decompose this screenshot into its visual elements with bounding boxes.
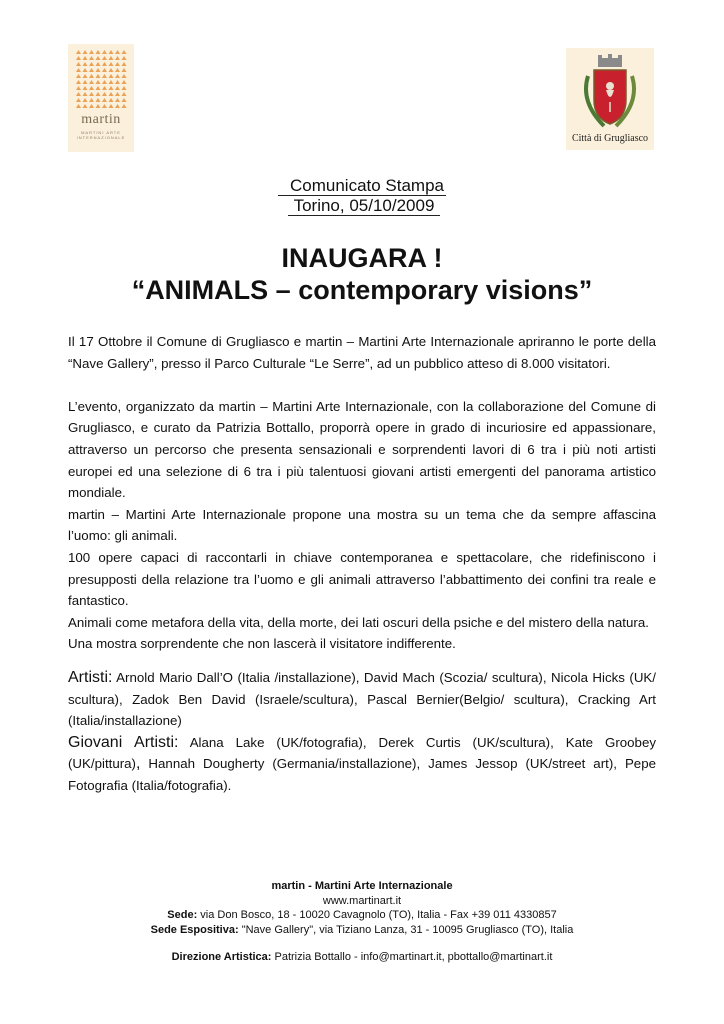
footer-sede-text: via Don Bosco, 18 - 10020 Cavagnolo (TO), Italia - Fax +39 011 4330857 xyxy=(197,909,557,921)
logo-triangle xyxy=(102,62,107,66)
logo-triangle xyxy=(76,68,81,72)
paragraph-evento: L’evento, organizzato da martin – Martini Arte Internazionale, con la collaborazione del Comune di Grugliasco, e curato da Patrizia Bottallo, proporrà opere in grado di incuriosire ed appassionare, attraverso un percorso che presenta sensazionali e sorprendenti lavori di 6 tra i più noti artisti europei ed una selezione di 6 tra i più talentuosi giovani artisti emergenti del panorama artistico mondiale. xyxy=(68,398,656,501)
logo-triangle xyxy=(115,56,120,60)
comunicato-label: Comunicato Stampa xyxy=(278,176,446,196)
paragraph-closing: Una mostra sorprendente che non lascerà il visitatore indifferente. xyxy=(68,636,456,652)
logo-triangle xyxy=(102,98,107,102)
logo-triangle xyxy=(115,98,120,102)
coat-of-arms-icon xyxy=(574,52,646,132)
footer xyxy=(0,879,724,965)
logo-triangle xyxy=(115,92,120,96)
logo-triangle xyxy=(122,92,127,96)
paragraph-giovani-artisti xyxy=(68,732,656,797)
logo-triangle xyxy=(122,56,127,60)
logo-triangle xyxy=(83,68,88,72)
logo-triangle xyxy=(96,80,101,84)
logo-triangle xyxy=(109,104,114,108)
logo-triangle xyxy=(102,74,107,78)
footer-direzione xyxy=(0,950,724,965)
logo-triangle xyxy=(96,92,101,96)
paragraph-artisti xyxy=(68,667,656,732)
body-text xyxy=(68,331,656,796)
logo-triangle xyxy=(83,50,88,54)
logo-triangle xyxy=(122,74,127,78)
press-release-header xyxy=(0,176,724,216)
title-line2: “ANIMALS – contemporary visions” xyxy=(131,275,593,305)
footer-org: martin - Martini Arte Internazionale xyxy=(271,880,453,892)
logo-triangle xyxy=(102,104,107,108)
logo-triangle xyxy=(115,68,120,72)
paragraph-metafora: Animali come metafora della vita, della morte, dei lati oscuri della psiche e del mistero della natura. xyxy=(68,614,649,630)
page-title xyxy=(0,242,724,306)
logo-triangle xyxy=(89,86,94,90)
logo-triangle xyxy=(76,80,81,84)
logo-triangle xyxy=(89,50,94,54)
footer-sede-label: Sede: xyxy=(167,909,198,921)
logo-triangle xyxy=(76,86,81,90)
logo-triangle xyxy=(76,104,81,108)
logo-triangle xyxy=(96,74,101,78)
logo-triangle xyxy=(109,80,114,84)
footer-direzione-text: Patrizia Bottallo - info@martinart.it, pbottallo@martinart.it xyxy=(271,951,553,963)
logo-triangle xyxy=(76,98,81,102)
logo-triangle xyxy=(89,80,94,84)
giovani-artisti-list-2: Hannah Dougherty (Germania/installazione), James Jessop (UK/street art), Pepe Fotografia (Italia/fotografia). xyxy=(68,756,656,793)
paragraph-tema: martin – Martini Arte Internazionale propone una mostra su un tema che da sempre affascina l’uomo: gli animali. xyxy=(68,506,656,544)
logo-triangle xyxy=(109,98,114,102)
logo-triangle xyxy=(76,62,81,66)
logo-triangle xyxy=(83,104,88,108)
logo-triangle xyxy=(83,86,88,90)
logo-triangle xyxy=(89,74,94,78)
title-line1: INAUGARA ! xyxy=(281,243,443,273)
logo-triangle xyxy=(102,68,107,72)
logo-triangle xyxy=(122,86,127,90)
logo-triangle xyxy=(109,50,114,54)
place-date: Torino, 05/10/2009 xyxy=(288,196,441,216)
logo-sub-line1: MARTINI ARTE xyxy=(81,130,121,135)
logo-triangle xyxy=(102,50,107,54)
logo-triangle xyxy=(96,56,101,60)
logo-triangle xyxy=(83,74,88,78)
logo-brand-subtitle xyxy=(68,130,134,140)
logo-triangle xyxy=(96,62,101,66)
logo-sub-line2: INTERNAZIONALE xyxy=(76,135,126,140)
paragraph-intro: Il 17 Ottobre il Comune di Grugliasco e martin – Martini Arte Internazionale apriranno le porte della “Nave Gallery”, presso il Parco Culturale “Le Serre”, ad un pubblico atteso di 8.000 visitatori. xyxy=(68,334,656,371)
city-name: Città di Grugliasco xyxy=(571,133,649,144)
logo-triangle xyxy=(109,62,114,66)
logo-triangle xyxy=(83,56,88,60)
logo-triangle xyxy=(96,50,101,54)
logo-triangle xyxy=(109,92,114,96)
giovani-artisti-label: Giovani Artisti: xyxy=(68,733,179,751)
footer-sede xyxy=(0,908,724,923)
logo-triangle xyxy=(96,68,101,72)
martin-logo xyxy=(68,44,134,152)
logo-triangle xyxy=(102,56,107,60)
logo-triangle xyxy=(83,80,88,84)
logo-triangle xyxy=(83,62,88,66)
logo-triangle xyxy=(115,50,120,54)
giovani-artisti-comma: , xyxy=(135,755,141,773)
logo-triangle xyxy=(89,104,94,108)
logo-triangle xyxy=(122,104,127,108)
artisti-label: Artisti: xyxy=(68,668,113,686)
logo-triangle xyxy=(89,68,94,72)
logo-triangle xyxy=(89,92,94,96)
footer-sede-esp-label: Sede Espositiva: xyxy=(150,923,239,936)
logo-triangle xyxy=(109,68,114,72)
logo-triangle xyxy=(89,98,94,102)
logo-triangle xyxy=(76,74,81,78)
logo-triangle xyxy=(109,86,114,90)
logo-triangle xyxy=(102,80,107,84)
logo-triangle xyxy=(96,98,101,102)
logo-triangle xyxy=(96,104,101,108)
logo-triangle xyxy=(102,92,107,96)
logo-triangle xyxy=(115,80,120,84)
logo-triangle xyxy=(102,86,107,90)
footer-direzione-label: Direzione Artistica: xyxy=(171,951,272,963)
footer-website: www.martinart.it xyxy=(322,894,402,907)
paragraph-opere: 100 opere capaci di raccontarli in chiave contemporanea e spettacolare, che ridefiniscono i presupposti della relazione tra l’uomo e gli animali attraverso l’abbattimento dei confini tra reale e fantastico. xyxy=(68,549,656,609)
logo-triangle xyxy=(83,98,88,102)
logo-triangle xyxy=(115,74,120,78)
logo-triangle xyxy=(122,62,127,66)
artisti-list: Arnold Mario Dall’O (Italia /installazione), David Mach (Scozia/ scultura), Nicola Hicks (UK/ scultura), Zadok Ben David (Israele/scultura), Pascal Bernier(Belgio/ scultura), Cracking Art (Italia/installazione) xyxy=(68,669,656,729)
logo-triangle xyxy=(76,50,81,54)
grugliasco-coat-of-arms xyxy=(566,48,654,150)
logo-triangle xyxy=(89,56,94,60)
logo-triangle xyxy=(122,68,127,72)
giovani-artisti-list-1: Alana Lake (UK/fotografia), Derek Curtis (UK/scultura), Kate Groobey (UK/pittura) xyxy=(68,734,656,772)
footer-sede-espositiva xyxy=(0,923,724,938)
triangle-pattern-icon xyxy=(68,44,134,110)
logo-triangle xyxy=(89,62,94,66)
logo-brand-name: martin xyxy=(81,112,121,127)
logo-triangle xyxy=(96,86,101,90)
logo-triangle xyxy=(115,86,120,90)
logo-triangle xyxy=(115,104,120,108)
footer-sede-esp-text: "Nave Gallery", via Tiziano Lanza, 31 - 10095 Grugliasco (TO), Italia xyxy=(238,923,574,936)
logo-triangle xyxy=(83,92,88,96)
logo-triangle xyxy=(76,56,81,60)
logo-triangle xyxy=(115,62,120,66)
logo-triangle xyxy=(109,74,114,78)
logo-triangle xyxy=(76,92,81,96)
logo-triangle xyxy=(122,80,127,84)
logo-triangle xyxy=(122,98,127,102)
logo-triangle xyxy=(109,56,114,60)
logo-triangle xyxy=(122,50,127,54)
